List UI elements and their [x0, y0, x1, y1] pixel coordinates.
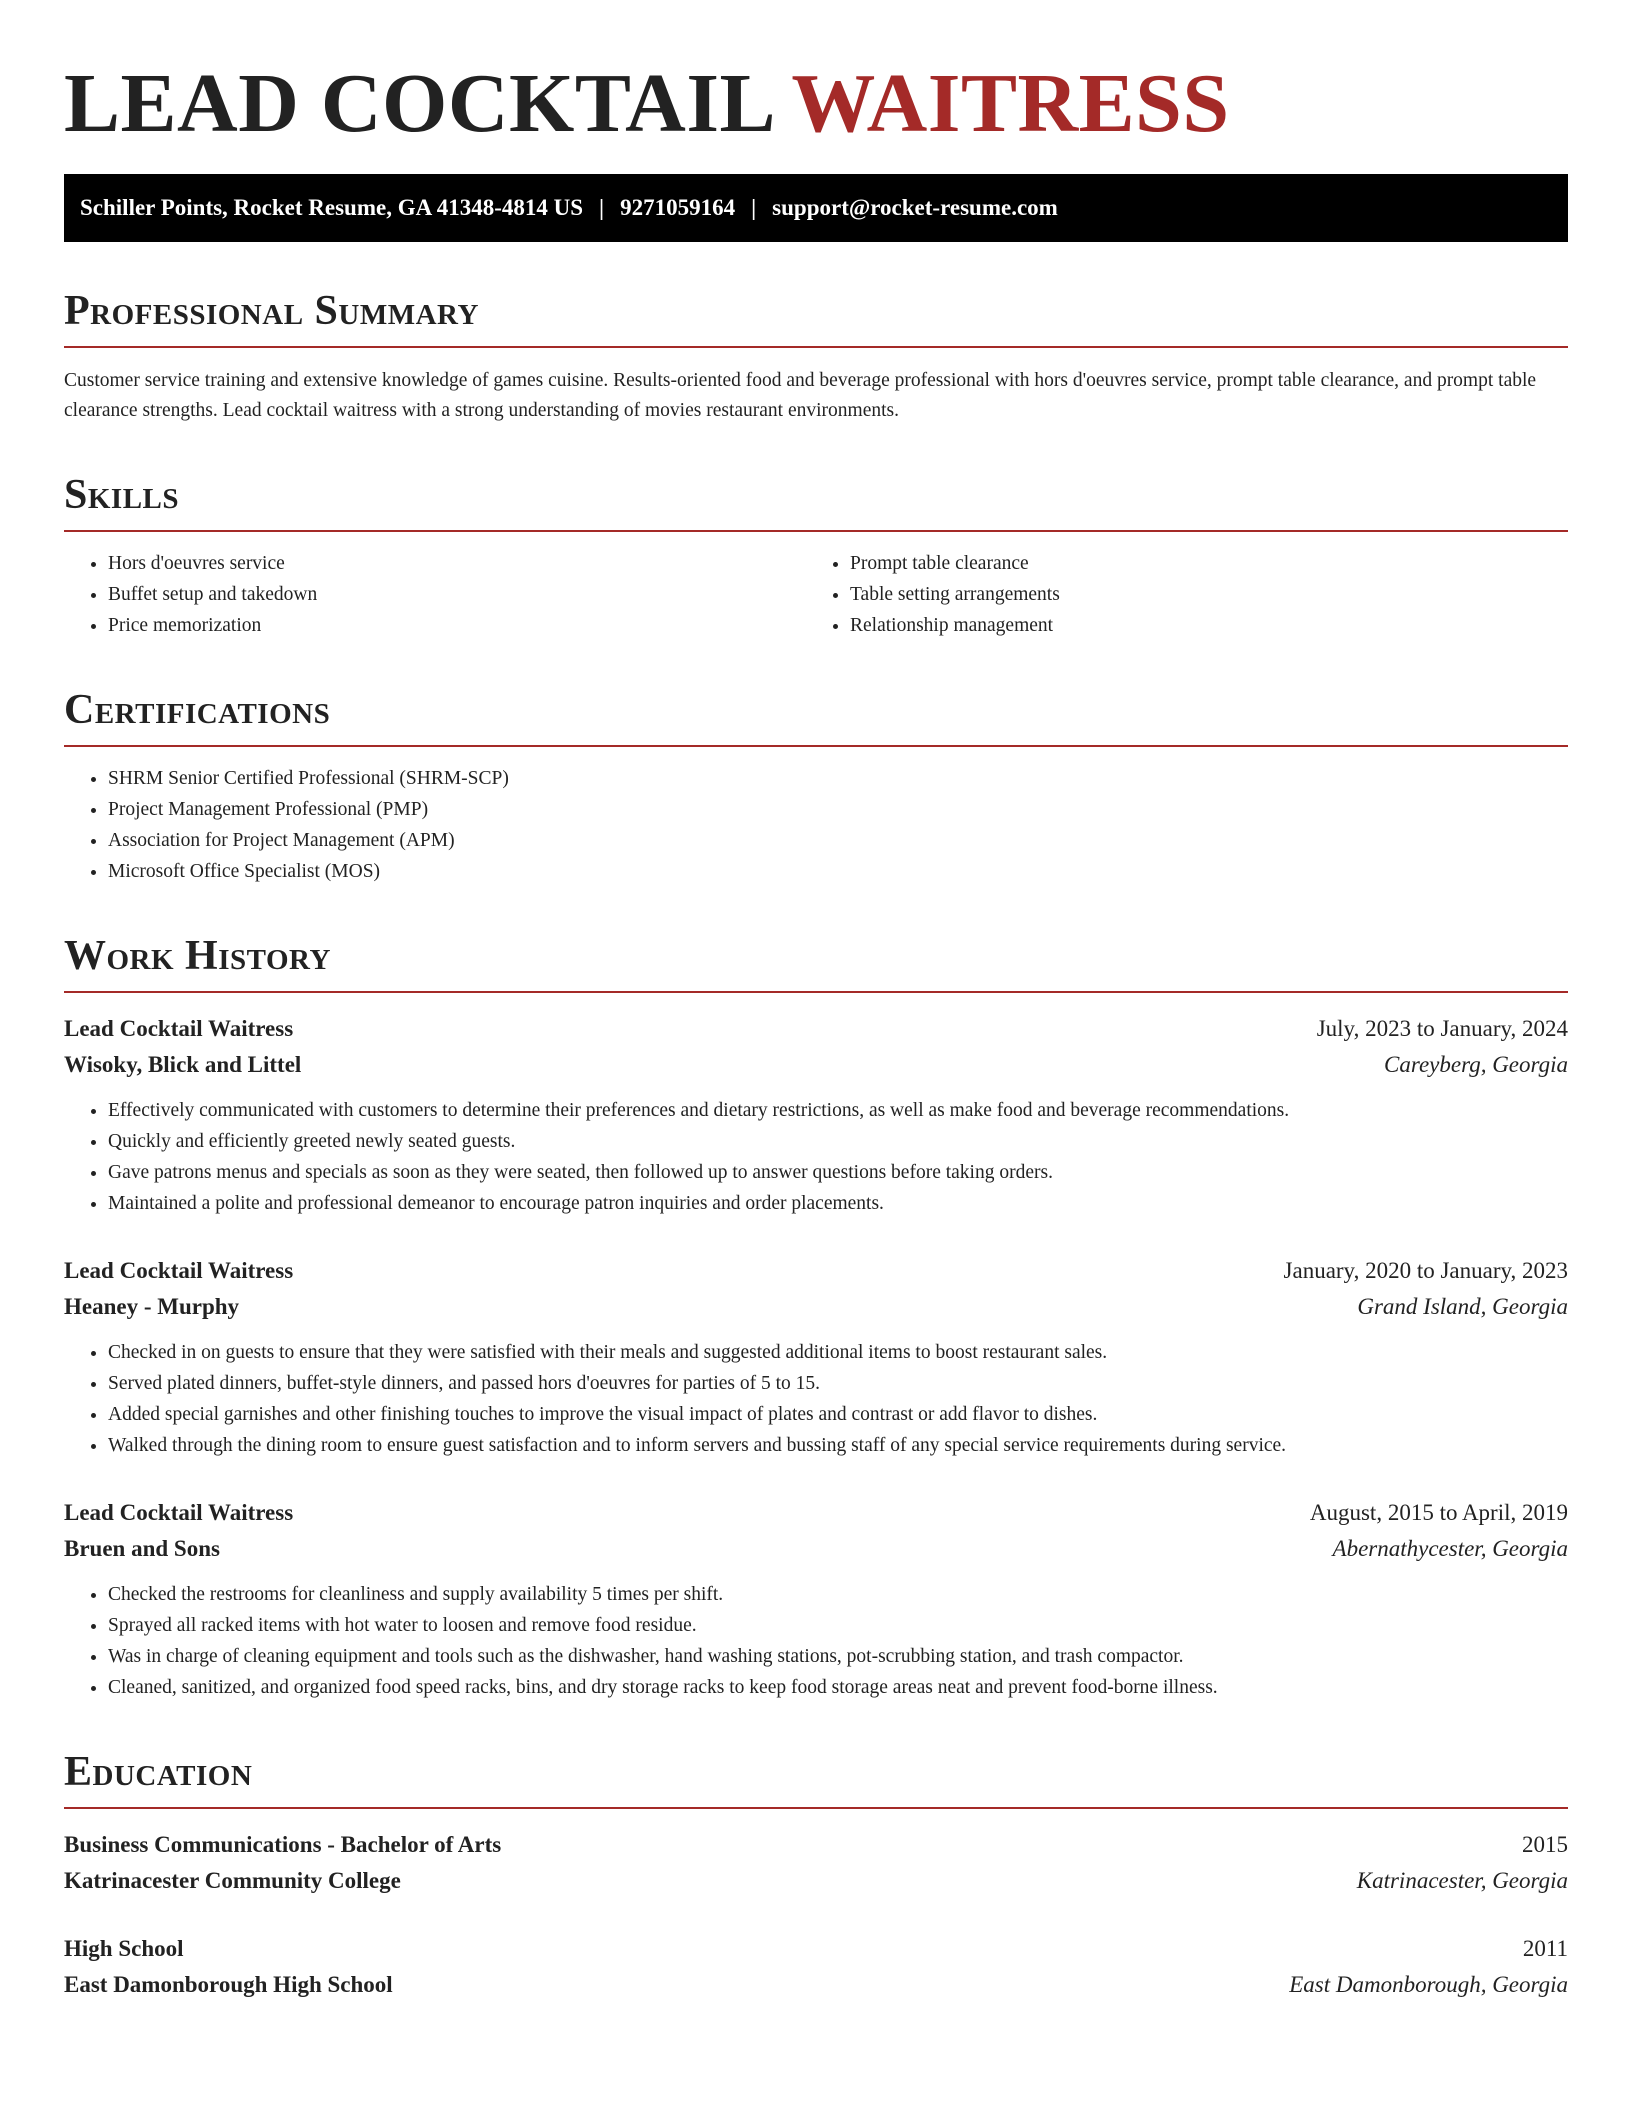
job-company: Heaney - Murphy	[64, 1294, 240, 1319]
job-bullet: • Was in charge of cleaning equipment and tools such as the dishwasher, hand washing stations, pot-scrubbing station, and trash compactor.	[108, 1641, 1568, 1672]
job-bullet: • Quickly and efficiently greeted newly seated guests.	[108, 1126, 1568, 1157]
skills-section	[64, 470, 1568, 641]
job-bullet: • Gave patrons menus and specials as soon as they were seated, then followed up to answer questions before taking orders.	[108, 1157, 1568, 1188]
summary-text: Customer service training and extensive knowledge of games cuisine. Results-oriented food and beverage professional with hors d'oeuvres service, prompt table clearance, and prompt table clearance strengths. Lead cocktail waitress with a strong understanding of movies restaurant environments.	[64, 370, 1537, 421]
job-bullet: • Checked the restrooms for cleanliness and supply availability 5 times per shift.	[108, 1579, 1568, 1610]
job-company-row	[64, 1531, 1568, 1567]
certification-item: • Microsoft Office Specialist (MOS)	[108, 856, 1568, 887]
education-year: 2015	[1522, 1832, 1568, 1857]
education-section	[64, 1747, 1568, 2003]
education-degree: High School	[64, 1936, 184, 1961]
job-company-row	[64, 1047, 1568, 1083]
title-part-role: WAITRESS	[791, 57, 1230, 150]
job-header-row	[64, 1495, 1568, 1531]
contact-email: support@rocket-resume.com	[772, 195, 1058, 220]
education-school: East Damonborough High School	[64, 1972, 393, 1997]
job-title: Lead Cocktail Waitress	[64, 1500, 294, 1525]
education-location: East Damonborough, Georgia	[1289, 1972, 1568, 1997]
job-location: Careyberg, Georgia	[1384, 1052, 1568, 1077]
education-school-row	[64, 1967, 1568, 2003]
section-heading-education: Education	[64, 1749, 253, 1795]
skill-item: • Table setting arrangements	[850, 579, 1568, 610]
job-location: Abernathycester, Georgia	[1332, 1536, 1568, 1561]
job-bullet: • Cleaned, sanitized, and organized food speed racks, bins, and dry storage racks to keep food storage areas neat and prevent food-borne illness.	[108, 1672, 1568, 1703]
job-title: Lead Cocktail Waitress	[64, 1016, 294, 1041]
skill-item: • Hors d'oeuvres service	[108, 548, 826, 579]
job-bullets	[64, 1337, 1568, 1461]
job-bullet: • Served plated dinners, buffet-style dinners, and passed hors d'oeuvres for parties of 5 to 15.	[108, 1368, 1568, 1399]
job-dates: August, 2015 to April, 2019	[1309, 1500, 1568, 1525]
education-entry	[64, 1931, 1568, 2003]
certification-item: • SHRM Senior Certified Professional (SHRM-SCP)	[108, 763, 1568, 794]
section-divider	[64, 991, 1568, 993]
section-heading-certifications: Certifications	[64, 687, 331, 733]
job-bullets	[64, 1095, 1568, 1219]
resume-title	[64, 56, 1568, 152]
contact-bar	[64, 174, 1568, 242]
education-entry	[64, 1827, 1568, 1899]
job-dates: July, 2023 to January, 2024	[1316, 1016, 1568, 1041]
skill-item: • Price memorization	[108, 610, 826, 641]
education-location: Katrinacester, Georgia	[1356, 1868, 1568, 1893]
summary-section	[64, 286, 1568, 426]
job-bullet: • Maintained a polite and professional demeanor to encourage patron inquiries and order placements.	[108, 1188, 1568, 1219]
education-year: 2011	[1522, 1936, 1568, 1961]
education-header-row	[64, 1827, 1568, 1863]
job-bullet: • Added special garnishes and other finishing touches to improve the visual impact of plates and contrast or add flavor to dishes.	[108, 1399, 1568, 1430]
job-title: Lead Cocktail Waitress	[64, 1258, 294, 1283]
skill-item: • Buffet setup and takedown	[108, 579, 826, 610]
job-company: Wisoky, Blick and Littel	[64, 1052, 302, 1077]
education-school-row	[64, 1863, 1568, 1899]
job-dates: January, 2020 to January, 2023	[1283, 1258, 1568, 1283]
work-history-section	[64, 931, 1568, 1703]
job-bullet: • Walked through the dining room to ensure guest satisfaction and to inform servers and bussing staff of any special service requirements during service.	[108, 1430, 1568, 1461]
contact-separator: |	[751, 195, 757, 220]
section-heading-work-history: Work History	[64, 933, 331, 979]
skills-list-right	[826, 548, 1568, 641]
certifications-list	[64, 763, 1568, 887]
job-header-row	[64, 1253, 1568, 1289]
job-bullet: • Sprayed all racked items with hot water to loosen and remove food residue.	[108, 1610, 1568, 1641]
section-divider	[64, 346, 1568, 348]
skills-grid	[64, 532, 1568, 641]
certification-item: • Project Management Professional (PMP)	[108, 794, 1568, 825]
education-header-row	[64, 1931, 1568, 1967]
job-entry	[64, 1011, 1568, 1219]
skill-item: • Relationship management	[850, 610, 1568, 641]
contact-address: Schiller Points, Rocket Resume, GA 41348-4814 US	[80, 195, 584, 220]
section-heading-summary: Professional Summary	[64, 288, 479, 334]
education-degree: Business Communications - Bachelor of Arts	[64, 1832, 502, 1857]
job-company: Bruen and Sons	[64, 1536, 220, 1561]
section-divider	[64, 745, 1568, 747]
job-location: Grand Island, Georgia	[1357, 1294, 1568, 1319]
certification-item: • Association for Project Management (APM)	[108, 825, 1568, 856]
job-entry	[64, 1495, 1568, 1703]
section-divider	[64, 1807, 1568, 1809]
certifications-section	[64, 685, 1568, 887]
education-school: Katrinacester Community College	[64, 1868, 401, 1893]
job-bullet: • Effectively communicated with customers to determine their preferences and dietary restrictions, as well as make food and beverage recommendations.	[108, 1095, 1568, 1126]
job-bullet: • Checked in on guests to ensure that they were satisfied with their meals and suggested additional items to boost restaurant sales.	[108, 1337, 1568, 1368]
skills-list-left	[64, 548, 826, 641]
job-bullets	[64, 1579, 1568, 1703]
section-heading-skills: Skills	[64, 472, 180, 518]
title-part-job: LEAD COCKTAIL	[64, 57, 772, 150]
job-header-row	[64, 1011, 1568, 1047]
job-entry	[64, 1253, 1568, 1461]
job-company-row	[64, 1289, 1568, 1325]
skill-item: • Prompt table clearance	[850, 548, 1568, 579]
contact-separator: |	[599, 195, 605, 220]
contact-phone: 9271059164	[620, 195, 736, 220]
